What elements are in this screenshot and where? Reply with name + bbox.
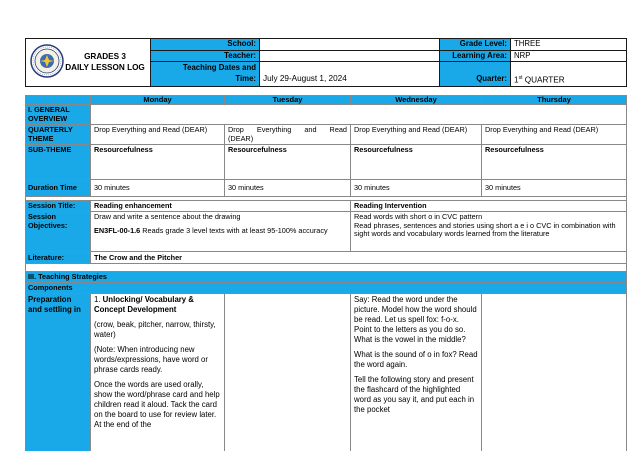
section-components: Components: [25, 283, 627, 294]
session-title-left: Reading enhancement: [91, 201, 351, 212]
row-label-sub-theme: SUB-THEME: [25, 145, 91, 180]
vocab-words: (crow, beak, pitcher, narrow, thirsty, water): [94, 320, 216, 339]
competency-text: Reads grade 3 level texts with at least 95-100% accuracy: [140, 225, 328, 235]
quarter-label: Quarter:: [439, 61, 510, 86]
wednesday-story: Tell the following story and present the flashcard of the highlighted word as you say it, and put each in the pocket: [354, 375, 475, 414]
quarterly-theme-thursday: Drop Everything and Read (DEAR): [482, 125, 627, 145]
teaching-dates-label: [150, 61, 259, 86]
quarterly-theme-monday: Drop Everything and Read (DEAR): [91, 125, 225, 145]
learning-area-value[interactable]: NRP: [510, 50, 626, 61]
sub-theme-wednesday: Resourcefulness: [351, 145, 482, 180]
row-label-quarterly-theme: QUARTERLY THEME: [25, 125, 91, 145]
day-header-tuesday: Tuesday: [225, 95, 351, 105]
dll-header: [25, 38, 627, 87]
day-header-thursday: Thursday: [482, 95, 627, 105]
grade-level-value[interactable]: THREE: [510, 39, 626, 50]
section-teaching-strategies: III. Teaching Strategies: [25, 272, 627, 283]
sub-theme-tuesday: Resourcefulness: [225, 145, 351, 180]
spacer-row-2: [25, 264, 627, 272]
wednesday-sound-of-o: What is the sound of o in fox? Read the word again.: [354, 350, 478, 369]
school-label: School:: [150, 39, 259, 50]
preparation-wednesday: [351, 294, 482, 451]
preparation-thursday: [482, 294, 627, 451]
row-label-session-title: Session Title:: [25, 201, 91, 212]
vocab-heading-text: Unlocking/ Vocabulary & Concept Development: [94, 295, 194, 314]
quarter-value[interactable]: [510, 61, 626, 86]
quarter-suffix: st: [518, 75, 523, 81]
wednesday-read-word: Say: Read the word under the picture. Model how the word should be read. Let us spell fox: f-o-x. Point to the letters as you do so. What is the vowel in the middle?: [354, 295, 477, 344]
row-label-session-objectives: Session Objectives:: [25, 212, 91, 252]
objectives-left: [91, 212, 351, 252]
teacher-label: Teacher:: [150, 50, 259, 61]
teaching-dates-value[interactable]: July 29-August 1, 2024: [259, 61, 439, 86]
row-label-duration-time: Duration Time: [25, 180, 91, 197]
session-title-right: Reading Intervention: [351, 201, 627, 212]
competency-code: EN3FL-00-1.6: [94, 225, 141, 235]
grade-level-label: Grade Level:: [439, 39, 510, 50]
row-label-literature: Literature:: [25, 252, 91, 264]
duration-wednesday: 30 minutes: [351, 180, 482, 197]
sub-theme-monday: Resourcefulness: [91, 145, 225, 180]
objective-competency: [94, 227, 347, 236]
row-label-general-overview: I. GENERAL OVERVIEW: [25, 105, 91, 125]
duration-monday: 30 minutes: [91, 180, 225, 197]
quarterly-theme-tuesday: Drop Everything and Read (DEAR): [225, 125, 351, 145]
objectives-right: [351, 212, 627, 252]
preparation-monday: [91, 294, 225, 451]
objective-phrases: Read phrases, sentences and stories using short a e i o CVC in combination with sight words and vocabulary words learned from the literature: [354, 220, 616, 239]
title-line-2: DAILY LESSON LOG: [65, 63, 145, 72]
teaching-dates-label-line2: Time:: [235, 73, 256, 83]
day-header-wednesday: Wednesday: [351, 95, 482, 105]
duration-tuesday: 30 minutes: [225, 180, 351, 197]
vocab-heading: [94, 295, 221, 315]
teacher-value[interactable]: [259, 50, 439, 61]
header-title-block: [26, 39, 150, 86]
preparation-tuesday: [225, 294, 351, 451]
quarter-number: 1: [514, 75, 519, 85]
general-overview-cell: [91, 105, 627, 125]
vocab-instructions: Once the words are used orally, show the word/phrase card and help children read it aloud. Tack the card on the board to use for review later. At the end of the: [94, 380, 220, 429]
teaching-dates-label-line1: Teaching Dates and: [182, 63, 256, 72]
quarterly-theme-wednesday: Drop Everything and Read (DEAR): [351, 125, 482, 145]
learning-area-label: Learning Area:: [439, 50, 510, 61]
corner-cell: [25, 95, 91, 105]
vocab-heading-num: 1.: [94, 295, 103, 304]
duration-thursday: 30 minutes: [482, 180, 627, 197]
lesson-table: [25, 95, 627, 451]
objective-short-o: Read words with short o in CVC pattern: [354, 212, 483, 221]
day-header-monday: Monday: [91, 95, 225, 105]
literature-value: The Crow and the Pitcher: [91, 252, 627, 264]
school-value[interactable]: [259, 39, 439, 50]
header-title: [62, 51, 148, 73]
vocab-note: (Note: When introducing new words/expressions, have word or phrase cards ready.: [94, 345, 208, 374]
title-line-1: GRADES 3: [84, 52, 126, 61]
deped-seal-icon: [30, 44, 64, 78]
quarter-word: QUARTER: [524, 75, 565, 85]
objective-drawing: Draw and write a sentence about the drawing: [94, 212, 241, 221]
sub-theme-thursday: Resourcefulness: [482, 145, 627, 180]
row-label-preparation: Preparation and settling in: [25, 294, 91, 451]
